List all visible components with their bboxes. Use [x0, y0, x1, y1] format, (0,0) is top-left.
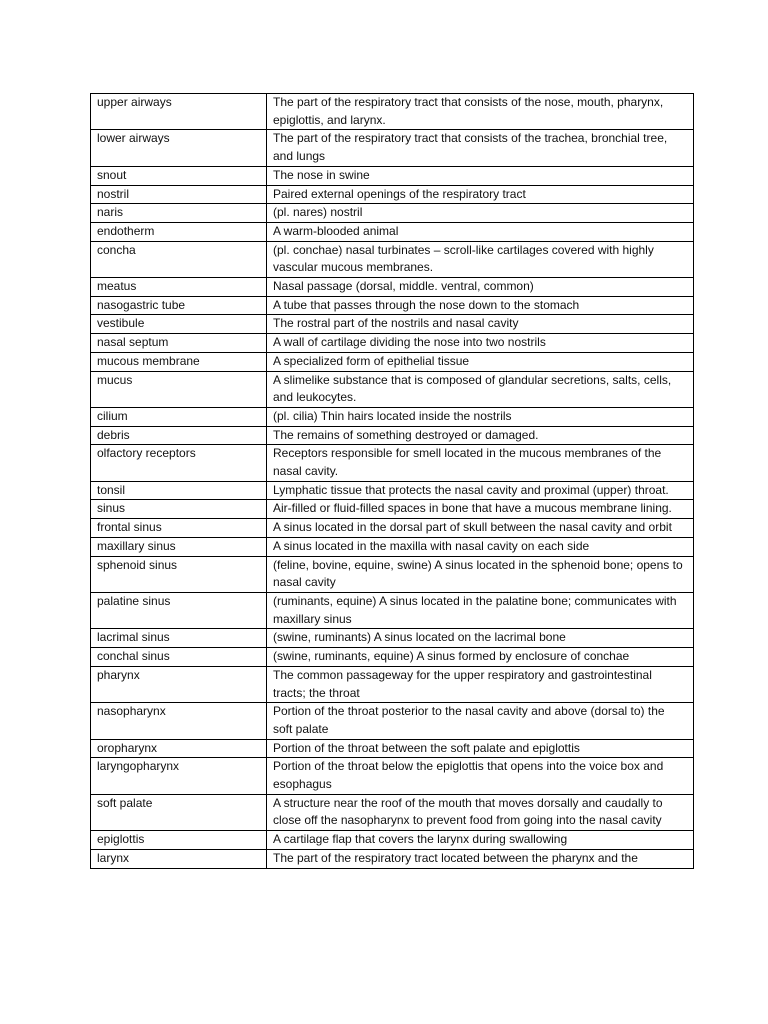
definition-cell: [267, 758, 694, 794]
term-cell: [91, 629, 267, 648]
definition-text: A structure near the roof of the mouth that moves dorsally and caudally to close off the nasopharynx to prevent food from going into the nasal cavity: [273, 795, 663, 828]
definition-cell: [267, 278, 694, 297]
definition-text: A specialized form of epithelial tissue: [273, 353, 470, 368]
term-text: naris: [97, 205, 124, 220]
term-text: upper airways: [97, 95, 172, 109]
definition-cell: [267, 556, 694, 592]
definition-cell: [267, 519, 694, 538]
table-row: [91, 739, 694, 758]
term-cell: [91, 556, 267, 592]
table-row: [91, 241, 694, 277]
definition-text: A tube that passes through the nose down to the stomach: [273, 297, 580, 312]
definition-text: Air-filled or fluid-filled spaces in bone that have a mucous membrane lining.: [273, 501, 672, 516]
table-row: [91, 519, 694, 538]
term-cell: [91, 315, 267, 334]
definition-cell: [267, 831, 694, 850]
term-cell: [91, 278, 267, 297]
definition-text: The part of the respiratory tract that consists of the trachea, bronchial tree, and lungs: [273, 131, 668, 164]
table-row: [91, 278, 694, 297]
definition-text: (swine, ruminants) A sinus located on the lacrimal bone: [273, 630, 566, 645]
definition-cell: [267, 166, 694, 185]
table-row: [91, 94, 694, 130]
term-text: lacrimal sinus: [97, 630, 170, 645]
term-cell: [91, 794, 267, 830]
definition-text: A slimelike substance that is composed of glandular secretions, salts, cells, and leukocytes.: [273, 372, 672, 405]
term-cell: [91, 592, 267, 628]
definition-text: Paired external openings of the respiratory tract: [273, 186, 526, 201]
term-text: sphenoid sinus: [97, 557, 178, 572]
definition-cell: [267, 481, 694, 500]
term-cell: [91, 703, 267, 739]
table-row: [91, 315, 694, 334]
definition-text: Nasal passage (dorsal, middle. ventral, common): [273, 279, 534, 294]
table-row: [91, 648, 694, 667]
term-text: nostril: [97, 186, 130, 201]
term-text: palatine sinus: [97, 593, 171, 608]
definition-text: A sinus located in the dorsal part of skull between the nasal cavity and orbit: [273, 520, 672, 535]
term-cell: [91, 537, 267, 556]
table-row: [91, 204, 694, 223]
term-text: tonsil: [97, 482, 126, 497]
definition-text: (feline, bovine, equine, swine) A sinus located in the sphenoid bone; opens to nasal cavity: [273, 557, 683, 590]
table-row: [91, 831, 694, 850]
term-text: sinus: [97, 501, 126, 516]
term-text: vestibule: [97, 316, 145, 331]
term-text: epiglottis: [97, 832, 145, 847]
definition-cell: [267, 739, 694, 758]
term-cell: [91, 758, 267, 794]
table-row: [91, 445, 694, 481]
definition-text: The part of the respiratory tract located between the pharynx and the: [273, 850, 638, 865]
term-cell: [91, 334, 267, 353]
definition-text: Portion of the throat below the epiglottis that opens into the voice box and esophagus: [273, 759, 664, 792]
term-cell: [91, 849, 267, 868]
definition-cell: [267, 592, 694, 628]
table-row: [91, 481, 694, 500]
table-row: [91, 130, 694, 166]
definition-cell: [267, 204, 694, 223]
definition-cell: [267, 426, 694, 445]
definition-cell: [267, 222, 694, 241]
term-text: conchal sinus: [97, 649, 170, 664]
definition-cell: [267, 130, 694, 166]
term-cell: [91, 648, 267, 667]
term-text: laryngopharynx: [97, 759, 180, 774]
term-text: debris: [97, 427, 130, 442]
table-row: [91, 500, 694, 519]
definition-cell: [267, 296, 694, 315]
term-text: maxillary sinus: [97, 538, 176, 553]
term-text: larynx: [97, 850, 130, 865]
term-cell: [91, 445, 267, 481]
table-row: [91, 758, 694, 794]
term-cell: [91, 426, 267, 445]
term-text: endotherm: [97, 223, 155, 238]
table-row: [91, 592, 694, 628]
definition-text: A wall of cartilage dividing the nose into two nostrils: [273, 335, 546, 350]
term-cell: [91, 94, 267, 130]
term-cell: [91, 166, 267, 185]
definition-cell: [267, 334, 694, 353]
definition-cell: [267, 407, 694, 426]
term-text: nasal septum: [97, 335, 169, 350]
term-cell: [91, 666, 267, 702]
definition-text: Receptors responsible for smell located in the mucous membranes of the nasal cavity.: [273, 446, 662, 479]
definition-text: (pl. nares) nostril: [273, 205, 363, 220]
definition-cell: [267, 666, 694, 702]
definition-cell: [267, 315, 694, 334]
definition-text: The nose in swine: [273, 167, 370, 182]
table-row: [91, 166, 694, 185]
term-text: nasopharynx: [97, 704, 166, 719]
table-row: [91, 407, 694, 426]
table-row: [91, 703, 694, 739]
table-row: [91, 222, 694, 241]
term-cell: [91, 222, 267, 241]
definition-cell: [267, 537, 694, 556]
term-cell: [91, 519, 267, 538]
definition-text: (pl. cilia) Thin hairs located inside the nostrils: [273, 408, 512, 423]
term-text: oropharynx: [97, 740, 158, 755]
term-text: concha: [97, 242, 136, 257]
term-text: lower airways: [97, 131, 170, 146]
definition-cell: [267, 445, 694, 481]
table-row: [91, 556, 694, 592]
table-row: [91, 185, 694, 204]
term-cell: [91, 481, 267, 500]
term-cell: [91, 739, 267, 758]
definition-cell: [267, 371, 694, 407]
table-row: [91, 296, 694, 315]
definition-text: A cartilage flap that covers the larynx during swallowing: [273, 832, 568, 847]
term-cell: [91, 241, 267, 277]
term-text: nasogastric tube: [97, 297, 186, 312]
table-row: [91, 371, 694, 407]
definition-text: The common passageway for the upper respiratory and gastrointestinal tracts; the throat: [273, 667, 652, 700]
definition-text: A sinus located in the maxilla with nasal cavity on each side: [273, 538, 590, 553]
definition-text: The rostral part of the nostrils and nasal cavity: [273, 316, 519, 331]
term-cell: [91, 296, 267, 315]
glossary-table: [90, 93, 694, 869]
definition-cell: [267, 185, 694, 204]
definition-cell: [267, 94, 694, 130]
table-row: [91, 352, 694, 371]
term-cell: [91, 831, 267, 850]
table-row: [91, 334, 694, 353]
table-row: [91, 426, 694, 445]
definition-cell: [267, 241, 694, 277]
table-row: [91, 629, 694, 648]
term-cell: [91, 352, 267, 371]
term-cell: [91, 500, 267, 519]
term-cell: [91, 204, 267, 223]
definition-text: Portion of the throat between the soft palate and epiglottis: [273, 740, 580, 755]
term-text: cilium: [97, 408, 128, 423]
glossary-body: [91, 94, 694, 869]
definition-text: Portion of the throat posterior to the nasal cavity and above (dorsal to) the soft palate: [273, 704, 665, 736]
definition-text: Lymphatic tissue that protects the nasal cavity and proximal (upper) throat.: [273, 482, 669, 497]
term-cell: [91, 371, 267, 407]
table-row: [91, 666, 694, 702]
definition-cell: [267, 849, 694, 868]
definition-cell: [267, 352, 694, 371]
definition-text: A warm-blooded animal: [273, 223, 399, 238]
term-text: mucus: [97, 372, 133, 387]
definition-text: (pl. conchae) nasal turbinates – scroll-like cartilages covered with highly vascular mucous membranes.: [273, 242, 654, 275]
definition-text: (ruminants, equine) A sinus located in the palatine bone; communicates with maxillary sinus: [273, 593, 677, 626]
definition-cell: [267, 500, 694, 519]
table-row: [91, 794, 694, 830]
term-cell: [91, 185, 267, 204]
definition-text: (swine, ruminants, equine) A sinus formed by enclosure of conchae: [273, 649, 630, 664]
term-text: olfactory receptors: [97, 446, 196, 461]
table-row: [91, 849, 694, 868]
term-cell: [91, 130, 267, 166]
definition-cell: [267, 629, 694, 648]
definition-cell: [267, 648, 694, 667]
definition-text: The part of the respiratory tract that consists of the nose, mouth, pharynx, epiglottis, and larynx.: [273, 95, 664, 127]
table-row: [91, 537, 694, 556]
definition-cell: [267, 703, 694, 739]
term-cell: [91, 407, 267, 426]
term-text: frontal sinus: [97, 520, 162, 535]
definition-cell: [267, 794, 694, 830]
term-text: snout: [97, 167, 127, 182]
definition-text: The remains of something destroyed or damaged.: [273, 427, 539, 442]
term-text: soft palate: [97, 795, 153, 810]
term-text: pharynx: [97, 667, 140, 682]
term-text: mucous membrane: [97, 353, 200, 368]
term-text: meatus: [97, 279, 137, 294]
